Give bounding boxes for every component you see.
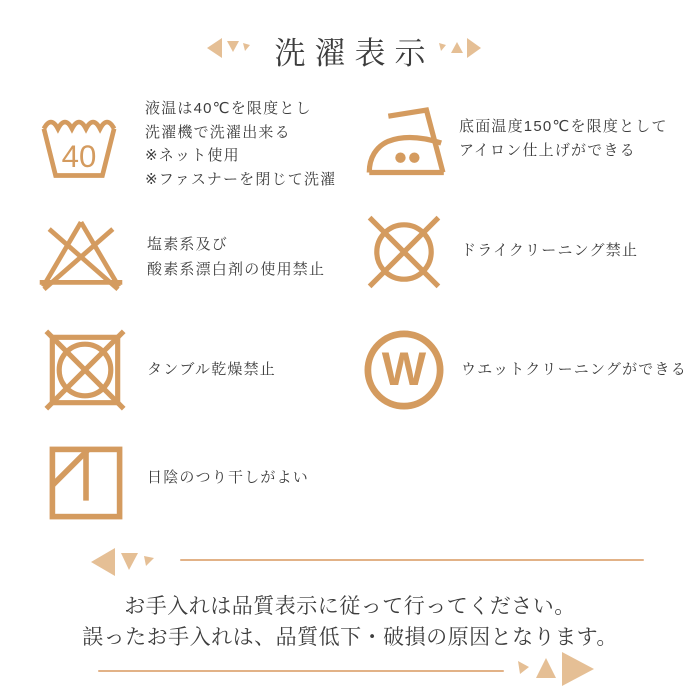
care-note-line1: お手入れは品質表示に従って行ってください。 — [124, 595, 576, 618]
circle-w-icon — [362, 328, 446, 412]
care-note — [0, 591, 700, 653]
wash-tub-40-icon — [33, 110, 125, 188]
bleach-instructions: 塩素系及び 酸素系漂白剤の使用禁止 — [147, 236, 326, 278]
wet-cleaning-instructions: ウエットクリーニングができる — [461, 361, 687, 378]
wash-instructions: 液温は40℃を限度とし 洗濯機で洗濯出来る ※ネット使用 ※ファスナーを閉じて洗濯 — [145, 100, 337, 188]
crossed-circle-in-square-icon — [40, 327, 130, 413]
care-note-line2: 誤ったお手入れは、品質低下・破損の原因となります。 — [82, 626, 618, 649]
wash-temp-number: 40 — [61, 138, 97, 174]
decorative-triangles-right-icon — [438, 37, 482, 59]
iron-instructions: 底面温度150℃を限度として アイロン仕上げができる — [459, 118, 668, 159]
dry-cleaning-instructions: ドライクリーニング禁止 — [461, 242, 639, 259]
divider-line — [180, 559, 644, 561]
decorative-triangles-bottom-icon — [516, 651, 600, 689]
page-title: 洗濯表示 — [274, 36, 435, 71]
decorative-triangles-left-icon — [206, 37, 250, 59]
decorative-triangles-divider-icon — [90, 547, 162, 579]
wet-cleaning-letter: W — [381, 342, 427, 396]
tumble-dry-instructions: タンブル乾燥禁止 — [147, 361, 277, 378]
crossed-circle-icon — [360, 212, 448, 292]
iron-two-dots-icon — [365, 104, 455, 182]
bottom-divider-line — [98, 670, 504, 672]
crossed-triangle-icon — [36, 211, 126, 297]
shade-dry-instructions: 日陰のつり干しがよい — [147, 469, 310, 486]
square-diagonal-shade-icon — [46, 441, 126, 525]
